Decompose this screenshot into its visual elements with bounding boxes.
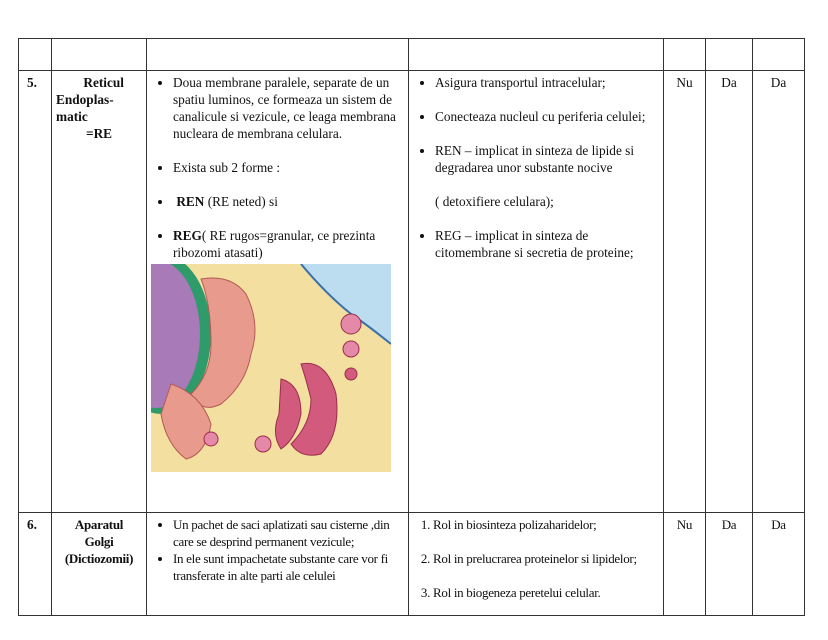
organelle-table	[18, 38, 805, 616]
col5-value: Nu	[664, 513, 706, 616]
structure-cell	[147, 71, 409, 513]
cell	[409, 39, 664, 71]
structure-item: • Doua membrane paralele, separate de un spatiu luminos, ce formeaza un sistem de canalicule si vezicule, ce leaga membrana nucleara de membrana celulara.	[173, 74, 404, 142]
cell	[147, 39, 409, 71]
name-line: Aparatul	[74, 517, 124, 532]
name-line: Endoplas-	[56, 92, 114, 107]
structure-cell	[147, 513, 409, 616]
function-item: 2. Rol in prelucrarea proteinelor si lipidelor;	[433, 550, 659, 567]
organelle-name	[52, 513, 147, 616]
cell	[664, 39, 706, 71]
function-item: 3. Rol in biogeneza peretelui celular.	[433, 584, 659, 601]
function-note: ( detoxifiere celulara);	[435, 194, 554, 209]
name-line: Golgi	[84, 534, 114, 549]
function-item: • Asigura transportul intracelular;	[435, 74, 659, 91]
structure-item: • REG( RE rugos=granular, ce prezinta ribozomi atasati)	[173, 227, 404, 261]
functions-cell	[409, 71, 664, 513]
organelle-name	[52, 71, 147, 513]
table-row-reticul-endoplasmatic	[19, 71, 805, 513]
structure-item: • REN (RE neted) si	[173, 193, 404, 210]
function-item: • Conecteaza nucleul cu periferia celulei;	[435, 108, 659, 125]
col6-value: Da	[706, 71, 753, 513]
table-row-empty	[19, 39, 805, 71]
table-row-aparatul-golgi	[19, 513, 805, 616]
row-number: 5.	[19, 71, 52, 513]
function-item: • REN – implicat in sinteza de lipide si degradarea unor substante nocive	[435, 142, 659, 176]
name-line: (Dictiozomii)	[64, 551, 134, 566]
functions-cell	[409, 513, 664, 616]
cell	[52, 39, 147, 71]
cell	[19, 39, 52, 71]
col6-value: Da	[706, 513, 753, 616]
cell	[706, 39, 753, 71]
col7-value: Da	[753, 513, 805, 616]
row-number: 6.	[19, 513, 52, 616]
name-line: Reticul	[83, 75, 124, 90]
col5-value: Nu	[664, 71, 706, 513]
name-line: =RE	[86, 126, 113, 141]
structure-item: • Un pachet de saci aplatizati sau cisterne ,din care se desprind permanent vezicule;	[173, 516, 404, 550]
col7-value: Da	[753, 71, 805, 513]
cell	[753, 39, 805, 71]
function-item: 1. Rol in biosinteza polizaharidelor;	[433, 516, 659, 533]
endoplasmic-reticulum-illustration	[151, 264, 391, 472]
structure-item: • Exista sub 2 forme :	[173, 159, 404, 176]
name-line: matic	[56, 109, 88, 124]
structure-item: • In ele sunt impachetate substante care vor fi transferate in alte parti ale celulei	[173, 550, 404, 584]
function-item: • REG – implicat in sinteza de citomembrane si secretia de proteine;	[435, 227, 659, 261]
